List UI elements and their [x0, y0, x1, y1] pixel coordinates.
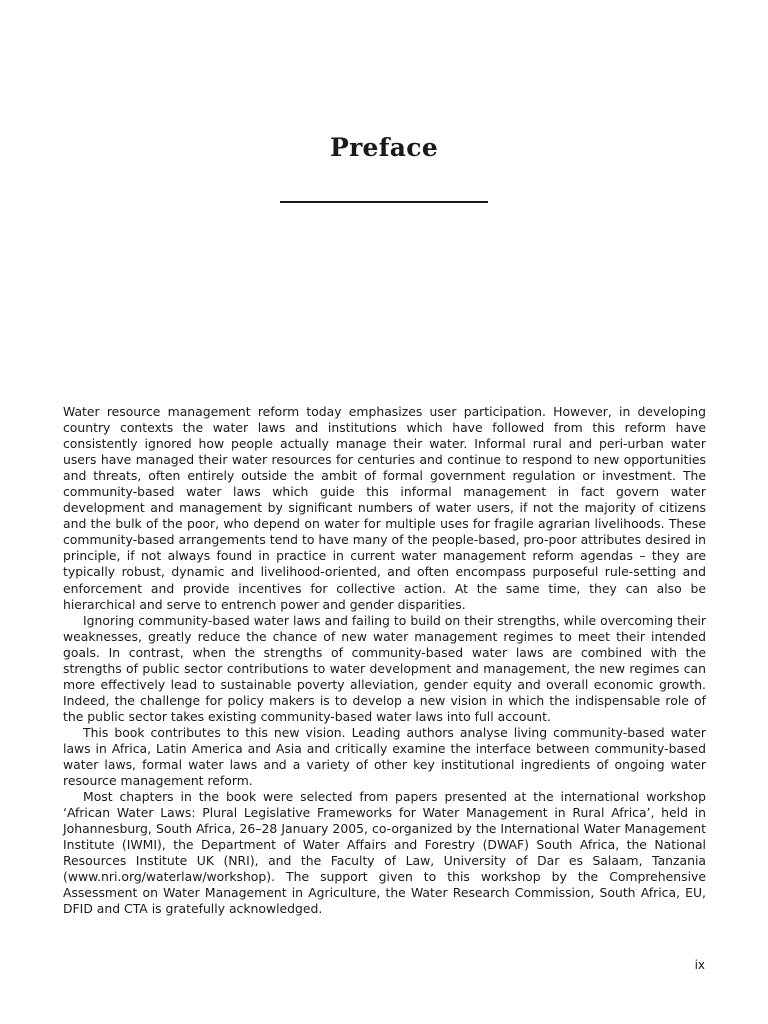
- preface-body: [63, 404, 706, 918]
- paragraph: Most chapters in the book were selected from papers presented at the international workshop ‘African Water Laws: Plural Legislative Frameworks for Water Management in Rural Africa’, held in Johannesburg, South Africa, 26–28 January 2005, co-organized by the International Water Management Institute (IWMI), the Department of Water Affairs and Forestry (DWAF) South Africa, the National Resources Institute UK (NRI), and the Faculty of Law, University of Dar es Salaam, Tanzania (www.nri.org/waterlaw/workshop). The support given to this workshop by the Comprehensive Assessment on Water Management in Agriculture, the Water Research Commission, South Africa, EU, DFID and CTA is gratefully acknowledged.: [63, 789, 706, 917]
- paragraph: Ignoring community-based water laws and failing to build on their strengths, while overcoming their weaknesses, greatly reduce the chance of new water management regimes to meet their intended goals. In contrast, when the strengths of community-based water laws are combined with the strengths of public sector contributions to water development and management, the new regimes can more effectively lead to sustainable poverty alleviation, gender equity and overall economic growth. Indeed, the challenge for policy makers is to develop a new vision in which the indispensable role of the public sector takes existing community-based water laws into full account.: [63, 612, 706, 724]
- paragraph: This book contributes to this new vision. Leading authors analyse living community-based water laws in Africa, Latin America and Asia and critically examine the interface between community-based water laws, formal water laws and a variety of other key institutional ingredients of ongoing water resource management reform.: [63, 724, 706, 789]
- title-rule: [280, 201, 488, 203]
- page-number: ix: [694, 958, 705, 972]
- paragraph: Water resource management reform today emphasizes user participation. However, in developing country contexts the water laws and institutions which have followed from this reform have consistently ignored how people actually manage their water. Informal rural and peri-urban water users have managed their water resources for centuries and continue to respond to new opportunities and threats, often entirely outside the ambit of formal government regulation or investment. The community-based water laws which guide this informal management in fact govern water development and management by significant numbers of water users, if not the majority of citizens and the bulk of the poor, who depend on water for multiple uses for fragile agrarian livelihoods. These community-based arrangements tend to have many of the people-based, pro-poor attributes desired in principle, if not always found in practice in current water management reform agendas – they are typically robust, dynamic and livelihood-oriented, and often encompass purposeful rule-setting and enforcement and provide incentives for collective action. At the same time, they can also be hierarchical and serve to entrench power and gender disparities.: [63, 404, 706, 612]
- page-title: Preface: [329, 133, 439, 162]
